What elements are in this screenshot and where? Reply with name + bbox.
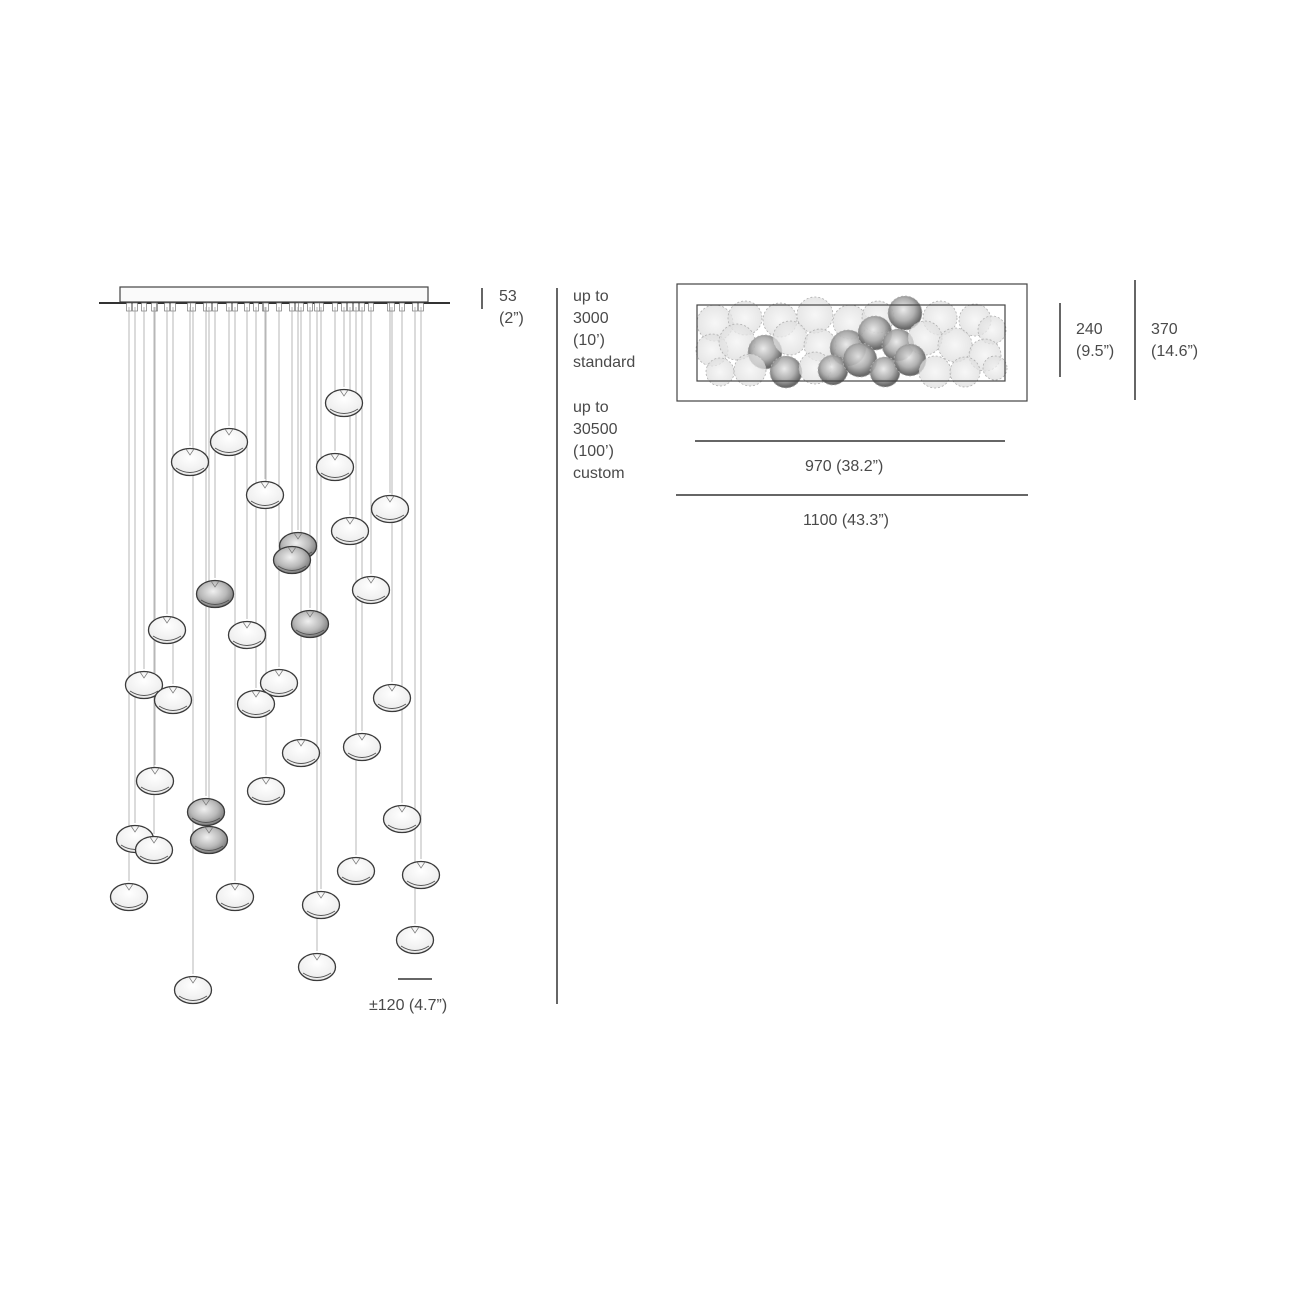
outer-depth-value: 370 <box>1151 321 1178 338</box>
canopy <box>99 287 450 303</box>
glass-pendant <box>229 622 266 649</box>
glass-pendant <box>136 837 173 864</box>
glass-pendant <box>317 454 354 481</box>
plan-view <box>677 284 1027 401</box>
glass-pendant <box>372 496 409 523</box>
pendant-glass <box>326 390 363 417</box>
plan-bubble <box>773 321 807 355</box>
pendant-glass <box>175 977 212 1004</box>
pendant-glass <box>248 778 285 805</box>
glass-pendant <box>211 429 248 456</box>
pendant-glass <box>238 691 275 718</box>
cable-standard-value: 3000 <box>573 310 609 327</box>
glass-pendant <box>111 884 148 911</box>
pendant-glass <box>372 496 409 523</box>
pendant-glass <box>137 768 174 795</box>
glass-pendant <box>274 547 311 574</box>
cable-connectors <box>127 303 424 311</box>
glass-pendant <box>374 685 411 712</box>
glass-pendant <box>283 740 320 767</box>
glass-pendant <box>137 768 174 795</box>
pendant-glass <box>247 482 284 509</box>
glass-pendant <box>397 927 434 954</box>
cable-standard-prefix: up to <box>573 288 609 305</box>
glass-pendant <box>292 611 329 638</box>
glass-pendant <box>384 806 421 833</box>
pendant-glass <box>403 862 440 889</box>
plan-bubble <box>983 356 1007 380</box>
cable-custom-note: custom <box>573 465 625 482</box>
canopy-height-value: 53 <box>499 288 517 305</box>
glass-pendant <box>238 691 275 718</box>
pendant-glass <box>211 429 248 456</box>
pendant-glass <box>374 685 411 712</box>
glass-pendant <box>344 734 381 761</box>
glass-pendant <box>197 581 234 608</box>
pendant-glass <box>353 577 390 604</box>
glass-pendant <box>172 449 209 476</box>
glass-pendant <box>247 482 284 509</box>
plan-bubble <box>770 356 802 388</box>
pendant-glass <box>149 617 186 644</box>
glass-pendant <box>175 977 212 1004</box>
glass-pendant <box>332 518 369 545</box>
glass-pendant <box>303 892 340 919</box>
glass-pendant <box>299 954 336 981</box>
pendant-glass <box>197 581 234 608</box>
cable-custom-imperial: (100’) <box>573 443 614 460</box>
pendant-glass <box>274 547 311 574</box>
inner-depth-label <box>1076 319 1114 363</box>
glass-pendant <box>248 778 285 805</box>
plan-bubble <box>706 358 734 386</box>
pendant-glass <box>317 454 354 481</box>
outer-depth-label <box>1151 319 1198 363</box>
glass-pendant <box>155 687 192 714</box>
pendant-glass <box>217 884 254 911</box>
outer-width-label: 1100 (43.3”) <box>803 512 889 529</box>
glass-pendant <box>353 577 390 604</box>
pendant-glass <box>155 687 192 714</box>
glass-pendant <box>326 390 363 417</box>
inner-depth-value: 240 <box>1076 321 1103 338</box>
plan-bubble <box>950 357 980 387</box>
pendant-glass <box>188 799 225 826</box>
outer-depth-imperial: (14.6”) <box>1151 343 1199 360</box>
pendant-glass <box>172 449 209 476</box>
pendant-glass <box>292 611 329 638</box>
pendant-glass <box>332 518 369 545</box>
glass-pendant <box>338 858 375 885</box>
plan-bubble <box>919 356 951 388</box>
pendant-glass <box>111 884 148 911</box>
pendant-glass <box>299 954 336 981</box>
cable-length-custom-label <box>573 397 625 485</box>
pendant-glass <box>136 837 173 864</box>
glass-pendant <box>191 827 228 854</box>
pendant-glass <box>397 927 434 954</box>
pendant-glass <box>229 622 266 649</box>
pendant-glass <box>344 734 381 761</box>
cable-standard-note: standard <box>573 354 636 371</box>
glass-pendant <box>403 862 440 889</box>
inner-width-label: 970 (38.2”) <box>805 458 884 475</box>
cable-length-standard-label <box>573 286 635 374</box>
glass-pendant <box>217 884 254 911</box>
cable-standard-imperial: (10’) <box>573 332 606 349</box>
canopy-height-imperial: (2”) <box>499 310 524 327</box>
pendant-glass <box>384 806 421 833</box>
glass-pendant <box>149 617 186 644</box>
inner-depth-imperial: (9.5”) <box>1076 343 1115 360</box>
pendant-glass <box>303 892 340 919</box>
cable-custom-value: 30500 <box>573 421 618 438</box>
pendant-glass <box>191 827 228 854</box>
pendant-size-label: ±120 (4.7”) <box>369 997 448 1014</box>
cable-custom-prefix: up to <box>573 399 609 416</box>
pendant-glass <box>283 740 320 767</box>
canopy-height-label <box>499 286 524 330</box>
pendant-glass <box>338 858 375 885</box>
glass-pendant <box>188 799 225 826</box>
